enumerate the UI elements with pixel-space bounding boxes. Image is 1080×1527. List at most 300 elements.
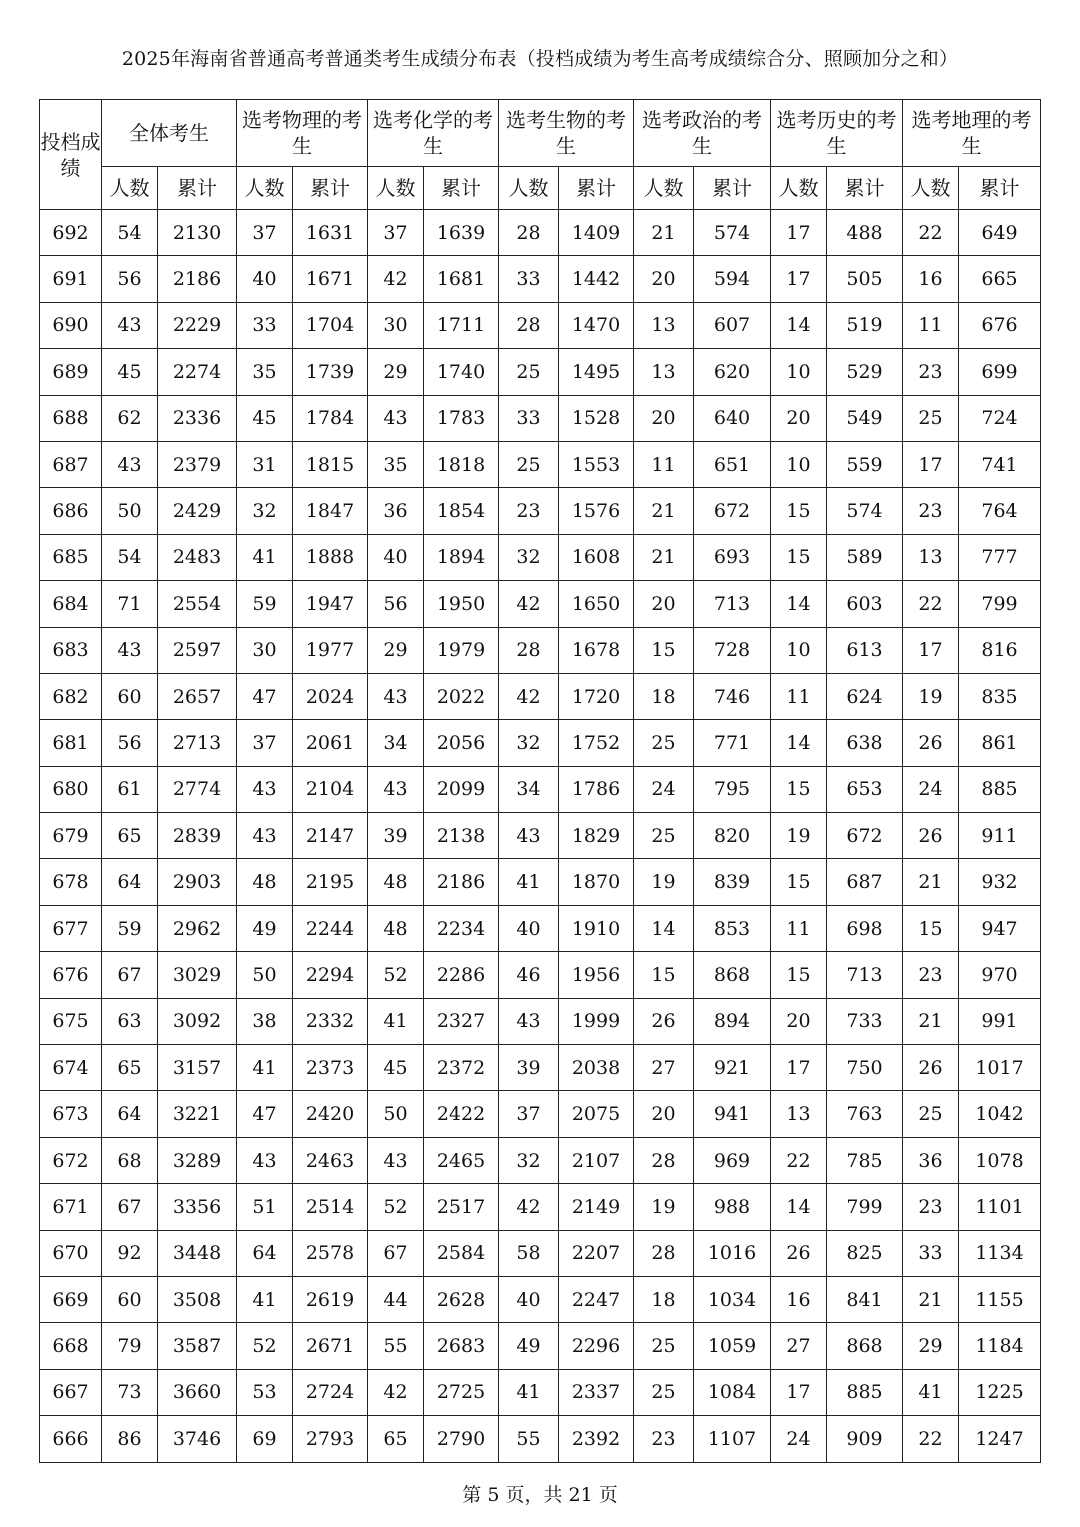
score-cell: 680 [40, 766, 102, 812]
count-cell: 59 [102, 905, 158, 951]
cumulative-cell: 2056 [424, 720, 499, 766]
count-cell: 42 [499, 581, 559, 627]
cumulative-cell: 820 [694, 813, 771, 859]
score-cell: 668 [40, 1323, 102, 1369]
cumulative-cell: 2373 [293, 1045, 368, 1091]
count-cell: 11 [634, 441, 694, 487]
cumulative-cell: 2619 [293, 1276, 368, 1322]
cumulative-cell: 1034 [694, 1276, 771, 1322]
count-cell: 21 [903, 859, 959, 905]
cumulative-header: 累计 [694, 167, 771, 210]
cumulative-cell: 1042 [959, 1091, 1041, 1137]
count-cell: 23 [903, 1184, 959, 1230]
cumulative-cell: 991 [959, 998, 1041, 1044]
count-cell: 13 [634, 302, 694, 348]
cumulative-cell: 638 [827, 720, 903, 766]
table-row [40, 1416, 1041, 1462]
score-cell: 684 [40, 581, 102, 627]
page-title: 2025年海南省普通高考普通类考生成绩分布表（投档成绩为考生高考成绩综合分、照顾加分之和） [121, 48, 959, 70]
count-cell: 44 [368, 1276, 424, 1322]
table-row [40, 766, 1041, 812]
count-cell: 46 [499, 952, 559, 998]
table-row [40, 302, 1041, 348]
cumulative-cell: 1495 [559, 349, 634, 395]
cumulative-cell: 2022 [424, 673, 499, 719]
cumulative-cell: 771 [694, 720, 771, 766]
score-cell: 674 [40, 1045, 102, 1091]
cumulative-cell: 2024 [293, 673, 368, 719]
count-cell: 53 [237, 1369, 293, 1415]
cumulative-cell: 653 [827, 766, 903, 812]
count-cell: 43 [368, 673, 424, 719]
score-cell: 683 [40, 627, 102, 673]
table-row [40, 952, 1041, 998]
group-header: 全体考生 [102, 100, 237, 167]
cumulative-cell: 921 [694, 1045, 771, 1091]
cumulative-cell: 3157 [158, 1045, 237, 1091]
count-cell: 28 [499, 302, 559, 348]
count-cell: 14 [771, 302, 827, 348]
cumulative-header: 累计 [293, 167, 368, 210]
count-cell: 65 [102, 1045, 158, 1091]
count-cell: 23 [903, 952, 959, 998]
count-cell: 34 [368, 720, 424, 766]
count-cell: 43 [368, 395, 424, 441]
count-cell: 35 [368, 441, 424, 487]
count-cell: 26 [771, 1230, 827, 1276]
count-cell: 45 [368, 1045, 424, 1091]
count-cell: 65 [368, 1416, 424, 1462]
cumulative-cell: 894 [694, 998, 771, 1044]
cumulative-cell: 1854 [424, 488, 499, 534]
group-header: 选考生物的考生 [499, 100, 634, 167]
count-cell: 52 [368, 1184, 424, 1230]
group-header: 选考历史的考生 [771, 100, 903, 167]
table-row [40, 1369, 1041, 1415]
score-cell: 669 [40, 1276, 102, 1322]
count-cell: 21 [634, 210, 694, 256]
count-cell: 10 [771, 349, 827, 395]
table-row [40, 581, 1041, 627]
count-cell: 19 [634, 859, 694, 905]
count-cell: 54 [102, 210, 158, 256]
cumulative-cell: 2286 [424, 952, 499, 998]
cumulative-cell: 2420 [293, 1091, 368, 1137]
cumulative-cell: 750 [827, 1045, 903, 1091]
cumulative-cell: 3508 [158, 1276, 237, 1322]
cumulative-cell: 2903 [158, 859, 237, 905]
count-cell: 40 [499, 905, 559, 951]
cumulative-cell: 816 [959, 627, 1041, 673]
count-cell: 61 [102, 766, 158, 812]
count-cell: 11 [903, 302, 959, 348]
count-cell: 32 [499, 534, 559, 580]
score-cell: 679 [40, 813, 102, 859]
table-row [40, 1091, 1041, 1137]
score-cell: 676 [40, 952, 102, 998]
count-cell: 23 [499, 488, 559, 534]
table-row [40, 998, 1041, 1044]
count-cell: 64 [102, 1091, 158, 1137]
table-row [40, 1045, 1041, 1091]
cumulative-cell: 1084 [694, 1369, 771, 1415]
count-cell: 16 [771, 1276, 827, 1322]
count-cell: 64 [237, 1230, 293, 1276]
score-cell: 685 [40, 534, 102, 580]
count-cell: 37 [499, 1091, 559, 1137]
cumulative-cell: 620 [694, 349, 771, 395]
count-cell: 41 [903, 1369, 959, 1415]
count-cell: 22 [903, 210, 959, 256]
cumulative-cell: 651 [694, 441, 771, 487]
count-cell: 50 [102, 488, 158, 534]
count-cell: 33 [499, 395, 559, 441]
count-cell: 18 [634, 673, 694, 719]
cumulative-cell: 2195 [293, 859, 368, 905]
cumulative-cell: 2839 [158, 813, 237, 859]
cumulative-cell: 1409 [559, 210, 634, 256]
cumulative-cell: 1576 [559, 488, 634, 534]
count-cell: 28 [499, 627, 559, 673]
cumulative-cell: 868 [827, 1323, 903, 1369]
cumulative-cell: 2038 [559, 1045, 634, 1091]
cumulative-cell: 3289 [158, 1137, 237, 1183]
count-cell: 32 [499, 720, 559, 766]
table-row [40, 905, 1041, 951]
cumulative-cell: 2463 [293, 1137, 368, 1183]
count-cell: 54 [102, 534, 158, 580]
cumulative-cell: 2671 [293, 1323, 368, 1369]
count-cell: 43 [237, 766, 293, 812]
cumulative-cell: 2147 [293, 813, 368, 859]
score-cell: 666 [40, 1416, 102, 1462]
cumulative-cell: 1947 [293, 581, 368, 627]
group-header: 选考物理的考生 [237, 100, 368, 167]
count-header: 人数 [771, 167, 827, 210]
cumulative-cell: 2229 [158, 302, 237, 348]
cumulative-cell: 1818 [424, 441, 499, 487]
count-cell: 62 [102, 395, 158, 441]
score-cell: 667 [40, 1369, 102, 1415]
table-row [40, 1184, 1041, 1230]
count-cell: 20 [634, 395, 694, 441]
cumulative-cell: 885 [959, 766, 1041, 812]
group-header: 选考地理的考生 [903, 100, 1041, 167]
count-cell: 17 [903, 441, 959, 487]
cumulative-cell: 1740 [424, 349, 499, 395]
count-cell: 45 [102, 349, 158, 395]
count-cell: 48 [368, 905, 424, 951]
count-cell: 14 [771, 1184, 827, 1230]
count-cell: 47 [237, 673, 293, 719]
cumulative-cell: 1894 [424, 534, 499, 580]
cumulative-cell: 868 [694, 952, 771, 998]
cumulative-cell: 1134 [959, 1230, 1041, 1276]
cumulative-cell: 2392 [559, 1416, 634, 1462]
cumulative-cell: 1016 [694, 1230, 771, 1276]
cumulative-cell: 724 [959, 395, 1041, 441]
cumulative-cell: 1608 [559, 534, 634, 580]
count-cell: 60 [102, 673, 158, 719]
count-cell: 43 [237, 813, 293, 859]
count-cell: 17 [771, 210, 827, 256]
cumulative-cell: 746 [694, 673, 771, 719]
count-cell: 55 [499, 1416, 559, 1462]
count-cell: 67 [102, 1184, 158, 1230]
count-cell: 10 [771, 441, 827, 487]
table-row [40, 1276, 1041, 1322]
count-cell: 28 [634, 1137, 694, 1183]
count-cell: 42 [499, 673, 559, 719]
table-row [40, 1230, 1041, 1276]
count-cell: 60 [102, 1276, 158, 1322]
count-cell: 40 [499, 1276, 559, 1322]
count-cell: 33 [499, 256, 559, 302]
count-cell: 17 [903, 627, 959, 673]
count-cell: 71 [102, 581, 158, 627]
cumulative-cell: 969 [694, 1137, 771, 1183]
score-cell: 670 [40, 1230, 102, 1276]
cumulative-cell: 505 [827, 256, 903, 302]
count-cell: 11 [771, 905, 827, 951]
count-cell: 20 [771, 395, 827, 441]
cumulative-cell: 777 [959, 534, 1041, 580]
count-cell: 15 [771, 766, 827, 812]
cumulative-cell: 1101 [959, 1184, 1041, 1230]
count-cell: 63 [102, 998, 158, 1044]
cumulative-cell: 589 [827, 534, 903, 580]
count-cell: 18 [634, 1276, 694, 1322]
count-cell: 21 [634, 534, 694, 580]
count-cell: 56 [102, 720, 158, 766]
cumulative-cell: 2725 [424, 1369, 499, 1415]
count-cell: 17 [771, 1369, 827, 1415]
count-cell: 41 [368, 998, 424, 1044]
cumulative-cell: 549 [827, 395, 903, 441]
table-row [40, 534, 1041, 580]
cumulative-cell: 2429 [158, 488, 237, 534]
table-row [40, 395, 1041, 441]
count-cell: 13 [634, 349, 694, 395]
cumulative-cell: 1247 [959, 1416, 1041, 1462]
count-cell: 50 [368, 1091, 424, 1137]
count-cell: 22 [903, 581, 959, 627]
count-cell: 52 [237, 1323, 293, 1369]
count-cell: 48 [368, 859, 424, 905]
cumulative-cell: 763 [827, 1091, 903, 1137]
cumulative-cell: 1107 [694, 1416, 771, 1462]
count-cell: 43 [499, 813, 559, 859]
cumulative-cell: 932 [959, 859, 1041, 905]
cumulative-cell: 2724 [293, 1369, 368, 1415]
count-cell: 22 [903, 1416, 959, 1462]
cumulative-cell: 841 [827, 1276, 903, 1322]
cumulative-cell: 607 [694, 302, 771, 348]
count-cell: 14 [771, 720, 827, 766]
cumulative-cell: 665 [959, 256, 1041, 302]
cumulative-cell: 835 [959, 673, 1041, 719]
count-cell: 73 [102, 1369, 158, 1415]
count-cell: 30 [237, 627, 293, 673]
cumulative-cell: 1155 [959, 1276, 1041, 1322]
score-cell: 675 [40, 998, 102, 1044]
count-cell: 42 [368, 256, 424, 302]
count-cell: 25 [499, 349, 559, 395]
cumulative-cell: 2483 [158, 534, 237, 580]
cumulative-cell: 795 [694, 766, 771, 812]
count-header: 人数 [102, 167, 158, 210]
count-header: 人数 [634, 167, 694, 210]
cumulative-cell: 2244 [293, 905, 368, 951]
cumulative-cell: 672 [827, 813, 903, 859]
table-row [40, 441, 1041, 487]
cumulative-cell: 1910 [559, 905, 634, 951]
cumulative-cell: 2372 [424, 1045, 499, 1091]
table-row [40, 673, 1041, 719]
cumulative-cell: 2337 [559, 1369, 634, 1415]
count-cell: 17 [771, 1045, 827, 1091]
cumulative-cell: 676 [959, 302, 1041, 348]
count-cell: 34 [499, 766, 559, 812]
count-cell: 43 [102, 441, 158, 487]
count-cell: 20 [634, 581, 694, 627]
count-cell: 23 [903, 488, 959, 534]
count-cell: 27 [771, 1323, 827, 1369]
count-cell: 25 [499, 441, 559, 487]
score-cell: 681 [40, 720, 102, 766]
table-row [40, 720, 1041, 766]
count-cell: 16 [903, 256, 959, 302]
cumulative-header: 累计 [959, 167, 1041, 210]
count-cell: 52 [368, 952, 424, 998]
count-cell: 28 [634, 1230, 694, 1276]
cumulative-cell: 1470 [559, 302, 634, 348]
cumulative-cell: 2793 [293, 1416, 368, 1462]
count-cell: 15 [771, 859, 827, 905]
count-cell: 15 [903, 905, 959, 951]
score-cell: 689 [40, 349, 102, 395]
cumulative-cell: 1711 [424, 302, 499, 348]
cumulative-cell: 2207 [559, 1230, 634, 1276]
count-cell: 69 [237, 1416, 293, 1462]
count-cell: 20 [634, 1091, 694, 1137]
count-cell: 28 [499, 210, 559, 256]
cumulative-cell: 1059 [694, 1323, 771, 1369]
count-cell: 43 [237, 1137, 293, 1183]
cumulative-cell: 574 [694, 210, 771, 256]
count-cell: 47 [237, 1091, 293, 1137]
count-cell: 20 [634, 256, 694, 302]
count-cell: 21 [634, 488, 694, 534]
cumulative-cell: 519 [827, 302, 903, 348]
table-row [40, 859, 1041, 905]
count-cell: 49 [237, 905, 293, 951]
cumulative-cell: 1888 [293, 534, 368, 580]
score-cell: 691 [40, 256, 102, 302]
count-cell: 25 [634, 1369, 694, 1415]
cumulative-cell: 559 [827, 441, 903, 487]
cumulative-cell: 2962 [158, 905, 237, 951]
cumulative-cell: 1017 [959, 1045, 1041, 1091]
cumulative-cell: 911 [959, 813, 1041, 859]
count-cell: 45 [237, 395, 293, 441]
count-cell: 29 [368, 627, 424, 673]
score-cell: 678 [40, 859, 102, 905]
cumulative-cell: 1829 [559, 813, 634, 859]
count-cell: 10 [771, 627, 827, 673]
count-cell: 21 [903, 1276, 959, 1322]
count-cell: 24 [903, 766, 959, 812]
cumulative-cell: 529 [827, 349, 903, 395]
count-cell: 26 [903, 813, 959, 859]
cumulative-cell: 825 [827, 1230, 903, 1276]
cumulative-cell: 2336 [158, 395, 237, 441]
cumulative-cell: 640 [694, 395, 771, 441]
cumulative-cell: 1739 [293, 349, 368, 395]
table-row [40, 1137, 1041, 1183]
count-cell: 15 [634, 952, 694, 998]
cumulative-cell: 2186 [158, 256, 237, 302]
cumulative-cell: 3356 [158, 1184, 237, 1230]
cumulative-cell: 1671 [293, 256, 368, 302]
cumulative-cell: 2149 [559, 1184, 634, 1230]
cumulative-cell: 2597 [158, 627, 237, 673]
table-row [40, 1323, 1041, 1369]
cumulative-cell: 2099 [424, 766, 499, 812]
count-cell: 37 [237, 210, 293, 256]
cumulative-cell: 613 [827, 627, 903, 673]
count-cell: 40 [368, 534, 424, 580]
cumulative-cell: 3660 [158, 1369, 237, 1415]
cumulative-cell: 1720 [559, 673, 634, 719]
cumulative-cell: 624 [827, 673, 903, 719]
score-cell: 686 [40, 488, 102, 534]
cumulative-cell: 2294 [293, 952, 368, 998]
count-cell: 24 [771, 1416, 827, 1462]
cumulative-cell: 1650 [559, 581, 634, 627]
count-cell: 23 [634, 1416, 694, 1462]
count-cell: 56 [368, 581, 424, 627]
cumulative-cell: 1184 [959, 1323, 1041, 1369]
count-cell: 33 [903, 1230, 959, 1276]
cumulative-cell: 2657 [158, 673, 237, 719]
cumulative-cell: 947 [959, 905, 1041, 951]
score-cell: 687 [40, 441, 102, 487]
count-header: 人数 [368, 167, 424, 210]
cumulative-cell: 3746 [158, 1416, 237, 1462]
count-cell: 14 [634, 905, 694, 951]
cumulative-cell: 2379 [158, 441, 237, 487]
count-cell: 25 [634, 720, 694, 766]
cumulative-cell: 2774 [158, 766, 237, 812]
count-cell: 15 [771, 952, 827, 998]
cumulative-cell: 785 [827, 1137, 903, 1183]
cumulative-cell: 799 [959, 581, 1041, 627]
cumulative-cell: 2554 [158, 581, 237, 627]
cumulative-cell: 2790 [424, 1416, 499, 1462]
count-cell: 43 [499, 998, 559, 1044]
cumulative-cell: 488 [827, 210, 903, 256]
count-cell: 19 [903, 673, 959, 719]
cumulative-cell: 764 [959, 488, 1041, 534]
count-cell: 40 [237, 256, 293, 302]
count-cell: 37 [237, 720, 293, 766]
cumulative-cell: 1704 [293, 302, 368, 348]
cumulative-cell: 733 [827, 998, 903, 1044]
cumulative-cell: 853 [694, 905, 771, 951]
score-distribution-table [39, 99, 1041, 1463]
count-cell: 41 [499, 1369, 559, 1415]
